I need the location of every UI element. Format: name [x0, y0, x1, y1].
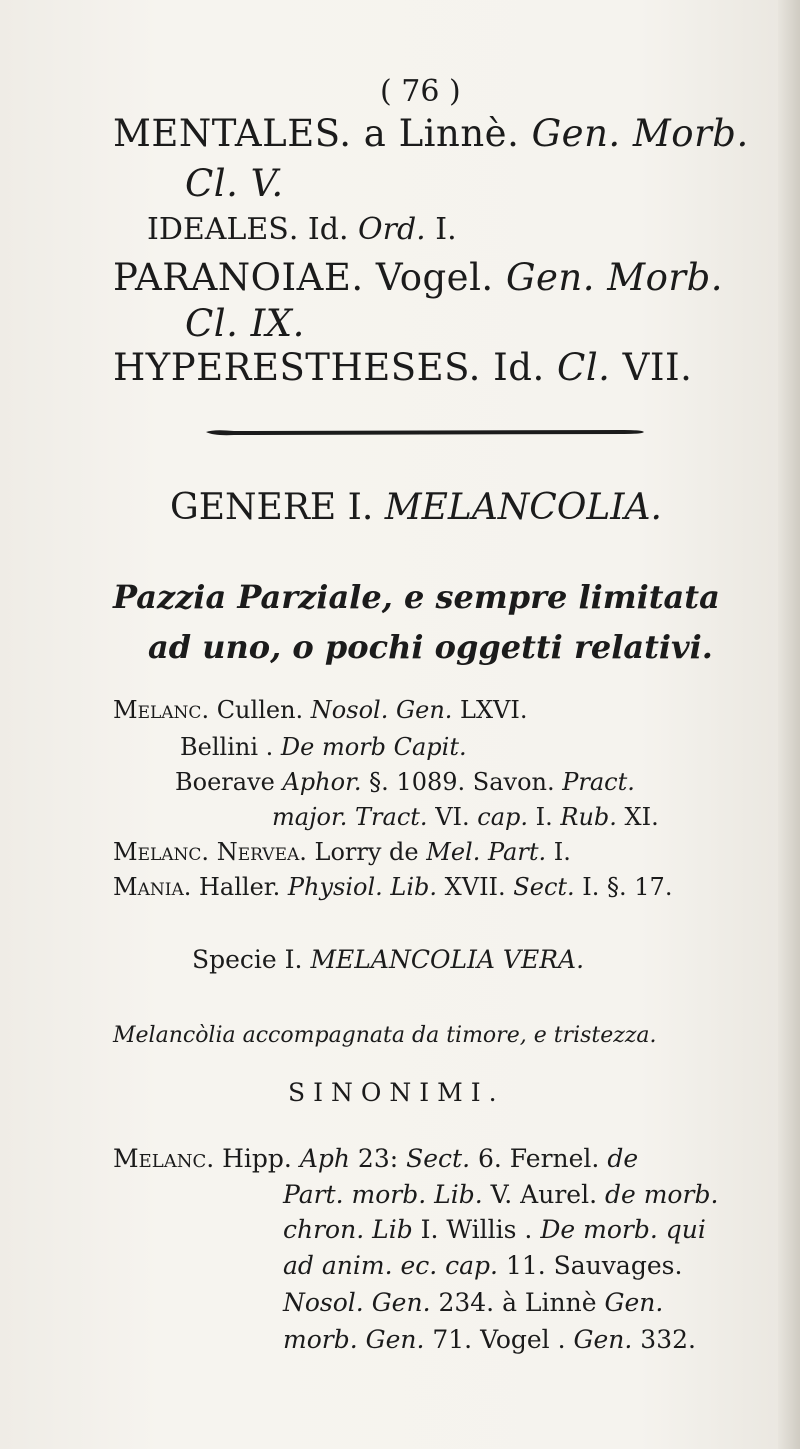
- synonym-name: IDEALES: [147, 212, 289, 247]
- synonym-name: Melanc. Nervea: [113, 838, 300, 866]
- citation: major. Tract.: [272, 803, 428, 831]
- citation: Rub.: [560, 803, 617, 831]
- author: . Cullen.: [201, 696, 311, 724]
- separator: .: [507, 112, 532, 155]
- author: Vogel: [375, 256, 482, 299]
- genus-name: MELANCOLIA.: [384, 487, 662, 528]
- synonym-ideales: [147, 212, 457, 247]
- synonym-line: [113, 1144, 638, 1173]
- citation: ad anim. ec. cap.: [283, 1251, 499, 1280]
- author: 11. Sauvages.: [498, 1251, 683, 1280]
- number: VI.: [427, 803, 478, 831]
- synonym-line: [283, 1180, 718, 1209]
- separator: . a: [339, 112, 399, 155]
- author: Bellini .: [180, 733, 281, 761]
- reference: Cl.: [557, 346, 611, 389]
- reference: Gen. Morb.: [531, 112, 749, 155]
- reference-line: [113, 873, 672, 901]
- citation: morb. Gen.: [283, 1325, 425, 1354]
- citation: Aph: [299, 1144, 350, 1173]
- synonym-name: Melanc: [113, 696, 202, 724]
- citation: Sect.: [406, 1144, 471, 1173]
- number: §. 1089. Savon.: [361, 768, 563, 796]
- synonym-name: MENTALES: [113, 112, 340, 155]
- synonym-hyperestheses: [113, 346, 692, 389]
- species-label: Specie I.: [192, 945, 311, 974]
- page-edge: [778, 0, 800, 1449]
- synonym-name: Mania: [113, 873, 184, 901]
- number: I.: [528, 803, 561, 831]
- citation: De morb Capit.: [280, 733, 467, 761]
- synonym-line: [283, 1288, 663, 1317]
- reference-line: [180, 733, 467, 761]
- section-divider: [204, 428, 646, 438]
- number: I. §. 17.: [574, 873, 673, 901]
- species-definition: Melancòlia accompagnata da timore, e tristezza.: [113, 1023, 657, 1048]
- number: I.: [425, 212, 457, 247]
- reference-line: [175, 768, 635, 796]
- author: . Hipp.: [206, 1144, 300, 1173]
- synonym-mentales-class: Cl. V.: [185, 162, 284, 205]
- number: LXVI.: [452, 696, 528, 724]
- citation: cap.: [477, 803, 529, 831]
- synonym-name: PARANOIAE: [113, 256, 352, 299]
- number: I.: [546, 838, 571, 866]
- citation: Physiol. Lib.: [287, 873, 438, 901]
- citation: De morb. qui: [540, 1215, 706, 1244]
- separator: .: [351, 256, 376, 299]
- citation: chron. Lib: [283, 1215, 413, 1244]
- synonym-mentales: [113, 112, 749, 155]
- genus-heading: [170, 487, 662, 528]
- citation: Nosol. Gen.: [310, 696, 453, 724]
- synonym-paranoiae: [113, 256, 723, 299]
- genus-definition-line-2: ad uno, o pochi oggetti relativi.: [148, 628, 713, 666]
- citation: Gen.: [604, 1288, 664, 1317]
- species-name: MELANCOLIA VERA.: [310, 945, 585, 974]
- synonym-line: [283, 1325, 696, 1354]
- citation: de morb.: [604, 1180, 719, 1209]
- reference-line: [113, 838, 571, 866]
- author: V. Aurel.: [482, 1180, 605, 1209]
- number: 23:: [349, 1144, 407, 1173]
- citation: Part. morb. Lib.: [283, 1180, 483, 1209]
- synonym-name: Melanc: [113, 1144, 207, 1173]
- reference-line: [272, 803, 659, 831]
- synonym-line: [283, 1251, 682, 1280]
- synonym-paranoiae-class: Cl. IX.: [185, 302, 305, 345]
- reference-line: [113, 696, 528, 724]
- citation: Gen.: [573, 1325, 633, 1354]
- reference: Gen. Morb.: [505, 256, 724, 299]
- citation: Aphor.: [282, 768, 362, 796]
- author: Linnè: [398, 112, 508, 155]
- page-number: ( 76 ): [380, 74, 461, 109]
- number: VII.: [610, 346, 693, 389]
- citation: Mel. Part.: [426, 838, 547, 866]
- number: XVII.: [437, 873, 514, 901]
- citation: Pract.: [562, 768, 635, 796]
- author: 71. Vogel .: [424, 1325, 574, 1354]
- author: . Haller.: [183, 873, 288, 901]
- reference: Ord.: [358, 212, 426, 247]
- author: 6. Fernel.: [470, 1144, 608, 1173]
- synonym-line: [283, 1215, 706, 1244]
- number: 332.: [632, 1325, 696, 1354]
- separator: . Id.: [468, 346, 558, 389]
- sinonimi-heading: SINONIMI.: [288, 1078, 505, 1107]
- author: . Lorry de: [299, 838, 427, 866]
- author: I. Willis .: [412, 1215, 541, 1244]
- genus-label: GENERE I.: [170, 487, 385, 528]
- separator: . Id.: [288, 212, 359, 247]
- separator: .: [481, 256, 506, 299]
- author: Boerave: [175, 768, 283, 796]
- citation: Nosol. Gen.: [283, 1288, 431, 1317]
- author: 234. à Linnè: [430, 1288, 605, 1317]
- number: XI.: [616, 803, 659, 831]
- citation: Sect.: [513, 873, 575, 901]
- genus-definition-line-1: Pazzia Parziale, e sempre limitata: [113, 578, 720, 616]
- species-heading: [192, 945, 584, 974]
- citation: de: [607, 1144, 639, 1173]
- synonym-name: HYPERESTHESES: [113, 346, 469, 389]
